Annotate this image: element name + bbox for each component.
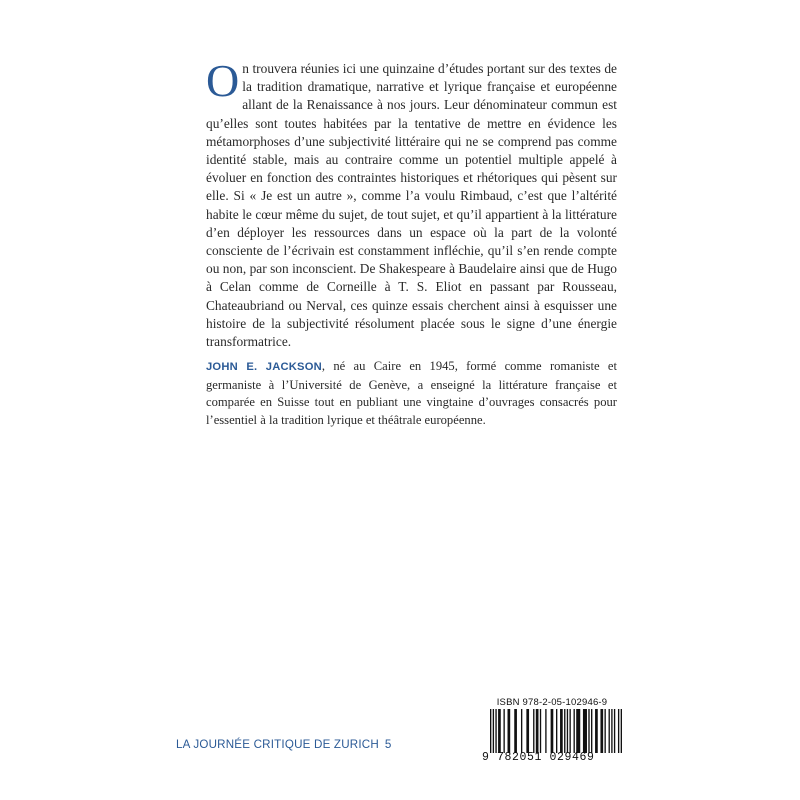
barcode-bar [604,709,605,753]
barcode-bar [595,709,598,753]
isbn-label: ISBN 978-2-05-102946-9 [496,697,608,708]
barcode-bar [611,709,612,753]
author-bio-text: , né au Caire en 1945, formé comme romaniste et germaniste à l’Université de Genève, a enseigné la littérature française et comparée en Suisse tout en publiant une vingtaine d’ouvrages consacrés pour l’essentiel à la tradition lyrique et théâtrale européenne. [206,359,618,427]
barcode-bar [591,709,592,753]
barcode-bar [614,709,615,753]
series-number: 5 [384,738,392,751]
barcode-bar [536,709,539,753]
barcode-digits: 9 782051 029469 [482,751,595,764]
barcode-bar [621,709,622,753]
barcode-bar [609,709,610,753]
barcode-bar [560,709,563,753]
barcode-bar [521,709,522,753]
barcode-bar [567,709,568,753]
barcode-bar [495,709,496,753]
blurb-text: n trouvera réunies ici une quinzaine d’études portant sur des textes de la tradition dramatique, narrative et lyrique française et européenne allant de la Renaissance à nos jours. Leur dénominateur commun est qu’elles sont toutes habitées par la tentative de mettre en évidence les métamorphoses d’une subjectivité littéraire qui ne se comprend pas comme identité stable, mais au contraire comme un potentiel multiple appelé à évoluer en fonction des contraintes historiques et rhétoriques qui pèsent sur elle. Si « Je est un autre », comme l’a voulu Rimbaud, c’est que l’altérité habite le cœur même du sujet, de tout sujet, et qu’il appartient à la littérature d’en déployer les ressources dans un espace où la part de la volonté consciente de l’écrivain est constamment infléchie, qu’il s’en rende compte ou non, par son inconscient. De Shakespeare à Baudelaire ainsi que de Hugo à Celan comme de Corneille à T. S. Eliot en passant par Rousseau, Chateaubriand ou Nerval, ces quinze essais cherchent ainsi à esquisser une histoire de la subjectivité résolument placée sous le signe d’une énergie transformatrice. [206,61,617,350]
barcode-bars [490,709,622,753]
barcode-bar [490,709,491,753]
barcode-bar [526,709,529,753]
barcode-bar [583,709,587,753]
barcode-bar [545,709,546,753]
blurb-paragraph [206,55,617,351]
barcode-bar [618,709,619,753]
barcode-bar [508,709,511,753]
barcode [482,697,627,769]
barcode-bar [514,709,517,753]
barcode-bar [533,709,534,753]
barcode-bar [498,709,501,753]
series-name: LA JOURNÉE CRITIQUE DE ZURICH [176,738,379,751]
barcode-bar [556,709,557,753]
barcode-bar [564,709,565,753]
barcode-bar [574,709,575,753]
series-title [176,738,392,751]
drop-cap: O [206,55,240,106]
barcode-bar [551,709,554,753]
barcode-bar [540,709,541,753]
barcode-bar [569,709,570,753]
barcode-bar [493,709,494,753]
barcode-bar [576,709,580,753]
barcode-bar [600,709,603,753]
barcode-bar [588,709,589,753]
author-name: JOHN E. JACKSON [206,361,322,373]
author-bio [206,358,617,429]
barcode-bar [503,709,504,753]
